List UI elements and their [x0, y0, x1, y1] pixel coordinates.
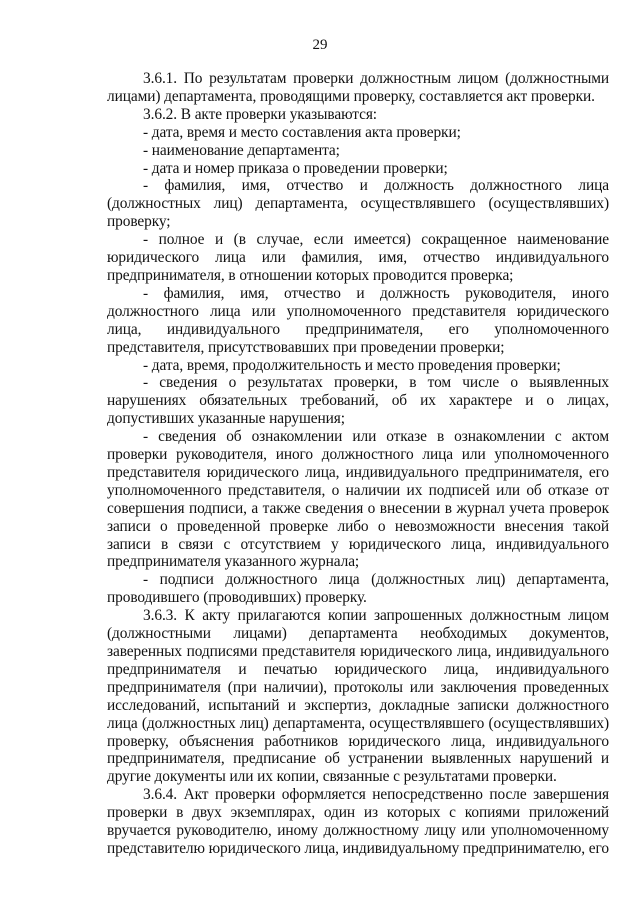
paragraph-3-6-4: 3.6.4. Акт проверки оформляется непосредственно после завершения проверки в двух экземплярах, один из которых с копиями приложений вручается руководителю, иному должностному лицу или уполномоченному представителю юридического лица, индивидуальному предпринимателю, его [107, 786, 609, 857]
list-item: - полное и (в случае, если имеется) сокращенное наименование юридического лица или фамилия, имя, отчество индивидуального предпринимателя, в отношении которых проводится проверка; [107, 231, 609, 284]
paragraph-3-6-2: 3.6.2. В акте проверки указываются: [143, 105, 377, 123]
list-item: - фамилия, имя, отчество и должность руководителя, иного должностного лица или уполномоченного представителя юридического лица, индивидуального предпринимателя, его уполномоченного представителя, присутствовавших при проведении проверки; [107, 284, 609, 356]
list-item: - сведения о результатах проверки, в том числе о выявленных нарушениях обязательных требований, об их характере и о лицах, допустивших указанные нарушения; [107, 374, 609, 428]
document-body [107, 70, 609, 858]
list-item: - подписи должностного лица (должностных лиц) департамента, проводившего (проводивших) проверку. [107, 571, 609, 607]
paragraph-3-6-1: 3.6.1. По результатам проверки должностным лицом (должностными лицами) департамента, проводящими проверку, составляется акт проверки. [107, 70, 609, 105]
list-item: - дата, время, продолжительность и место проведения проверки; [143, 356, 561, 374]
list-item: - фамилия, имя, отчество и должность должностного лица (должностных лиц) департамента, осуществлявшего (осуществлявших) проверку; [107, 177, 609, 231]
page-number: 29 [312, 37, 328, 53]
list-item: - сведения об ознакомлении или отказе в ознакомлении с актом проверки руководителя, иного должностного лица или уполномоченного представителя юридического лица, индивидуального предпринимателя, его уполномоченного представителя, о наличии их подписей или об отказе от совершения подписи, а также сведения о внесении в журнал учета проверок записи о проведенной проверке либо о невозможности внесения такой записи в связи с отсутствием у юридического лица, индивидуального предпринимателя указанного журнала; [107, 428, 609, 571]
list-item: - дата, время и место составления акта проверки; [143, 123, 461, 141]
list-item: - наименование департамента; [143, 141, 340, 159]
paragraph-3-6-3: 3.6.3. К акту прилагаются копии запрошенных должностным лицом (должностными лицами) департамента необходимых документов, заверенных подписями представителя юридического лица, индивидуального предпринимателя и печатью юридического лица, индивидуального предпринимателя (при наличии), протоколы или заключения проведенных исследований, испытаний и экспертиз, докладные записки должностного лица (должностных лиц) департамента, осуществлявшего (осуществлявших) проверку, объяснения работников юридического лица, индивидуального предпринимателя, предписание об устранении выявленных нарушений и другие документы или их копии, связанные с результатами проверки. [107, 607, 609, 786]
list-item: - дата и номер приказа о проведении проверки; [143, 159, 448, 177]
